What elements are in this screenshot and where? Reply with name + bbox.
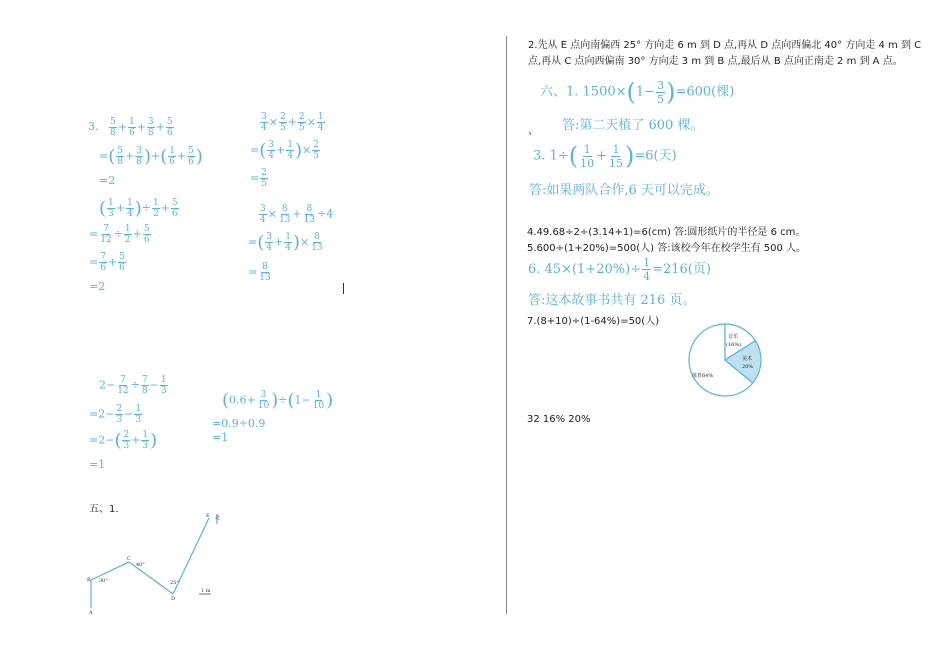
pie-label-music-pct: (16%)	[726, 342, 742, 348]
pie-label-sports: 体育64%	[692, 373, 714, 379]
pie-label-art: 美术	[742, 356, 753, 362]
p2-line3: = $\frac{2}{5}$	[250, 168, 267, 189]
p2-line2: =( $\frac{3}{4}$ + $\frac{1}{4}$ )× $\frac{2}{5}$	[250, 140, 319, 161]
angle-c-label: 40°	[136, 562, 145, 568]
pie-label-music: 音乐	[728, 334, 739, 340]
p5-line3: =2−( $\frac{2}{3}$ + $\frac{1}{3}$ )	[89, 430, 158, 451]
p1-line2: =( $\frac{5}{8}$ + $\frac{3}{8}$ )+( $\frac{1}{6}$ + $\frac{5}{6}$ )	[99, 146, 203, 167]
q4-line: 4.49.68÷2÷(3.14+1)=6(cm) 答:圆形纸片的半径是 6 cm。	[527, 227, 806, 238]
p5-line2: =2− $\frac{2}{3}$ − $\frac{1}{3}$	[89, 404, 142, 425]
p6-line1: (0.6+ $\frac{3}{10}$ )÷(1− $\frac{1}{10}$ )	[222, 390, 334, 411]
six-q1-expression: 六、1. 1500×(1− $\frac{3}{5}$ )=600(棵)	[540, 78, 735, 106]
q5-line: 5.600÷(1+20%)=500(人) 答:该校今年在校学生有 500 人。	[527, 243, 807, 254]
point-e-label: E	[206, 513, 210, 519]
q7-line: 7.(8+10)÷(1-64%)=50(人)	[527, 316, 660, 327]
q2-line2: 点,再从 C 点向西偏南 30° 方向走 3 m 到 B 点,最后从 B 点向正南走 2 m 到 A 点。	[528, 56, 903, 67]
q5-label: 五、1.	[89, 504, 119, 515]
point-c-label: C	[127, 556, 131, 562]
q3-expression: 3. 1÷( $\frac{1}{10}$ + $\frac{1}{15}$ )=6(天)	[533, 142, 677, 170]
angle-d-label: 25°	[170, 580, 179, 586]
p3-line2: = $\frac{7}{12}$ ÷ $\frac{1}{2}$ + $\frac{5}{6}$	[89, 224, 150, 245]
text-cursor-mark	[343, 283, 344, 294]
p3-line3: = $\frac{7}{6}$ + $\frac{5}{6}$	[89, 252, 125, 273]
p5-line1: 2− $\frac{7}{12}$ ÷ $\frac{7}{8}$ − $\frac{1}{3}$	[99, 375, 167, 396]
route-map	[84, 508, 234, 616]
p6-line2: =0.9÷0.9	[212, 417, 266, 430]
scale-label: 1 m	[201, 588, 211, 594]
pie-label-art-pct: 20%	[742, 364, 754, 370]
p3-line4: =2	[89, 280, 106, 293]
comma-mark: 、	[528, 126, 538, 137]
center-divider	[506, 36, 507, 614]
pie-chart	[686, 322, 766, 398]
q3-label: 3.	[88, 120, 99, 133]
point-d-label: D	[171, 596, 176, 602]
point-b-label: B	[87, 577, 91, 583]
p4-line1: $\frac{3}{4}$ × $\frac{8}{13}$ + $\frac{8}{13}$ ÷4	[260, 204, 334, 225]
north-label: 北	[215, 515, 221, 521]
q6-expression: 6. 45×(1+20%)÷ $\frac{1}{4}$ =216(页)	[528, 256, 711, 283]
p4-line3: = $\frac{8}{13}$	[248, 262, 271, 283]
q2-line1: 2.先从 E 点向南偏西 25° 方向走 6 m 到 D 点,再从 D 点向西偏北 40° 方向走 4 m 到 C	[528, 40, 922, 51]
p5-line4: =1	[89, 458, 106, 471]
angle-b-label: 30°	[99, 578, 108, 584]
p2-line1: $\frac{3}{4}$ × $\frac{2}{5}$ + $\frac{2}{5}$ × $\frac{1}{4}$	[261, 112, 324, 133]
q3-answer: 答:如果两队合作,6 天可以完成。	[529, 183, 719, 198]
q6-answer: 答:这本故事书共有 216 页。	[528, 293, 696, 308]
p3-line1: ( $\frac{1}{3}$ + $\frac{1}{4}$ )÷ $\frac{1}{2}$ + $\frac{5}{6}$	[99, 198, 178, 219]
p1-line3: =2	[99, 174, 116, 187]
route-segment-bc	[91, 562, 129, 580]
point-a-label: A	[89, 610, 93, 616]
six-q1-answer: 答:第二天植了 600 棵。	[562, 118, 704, 133]
p4-line2: =( $\frac{3}{4}$ + $\frac{1}{4}$ )× $\frac{8}{13}$	[248, 232, 323, 253]
p1-line1: $\frac{5}{8}$ + $\frac{1}{6}$ + $\frac{3}{8}$ + $\frac{5}{6}$	[110, 117, 173, 138]
final-answers: 32 16% 20%	[527, 414, 591, 425]
p6-line3: =1	[212, 431, 229, 444]
